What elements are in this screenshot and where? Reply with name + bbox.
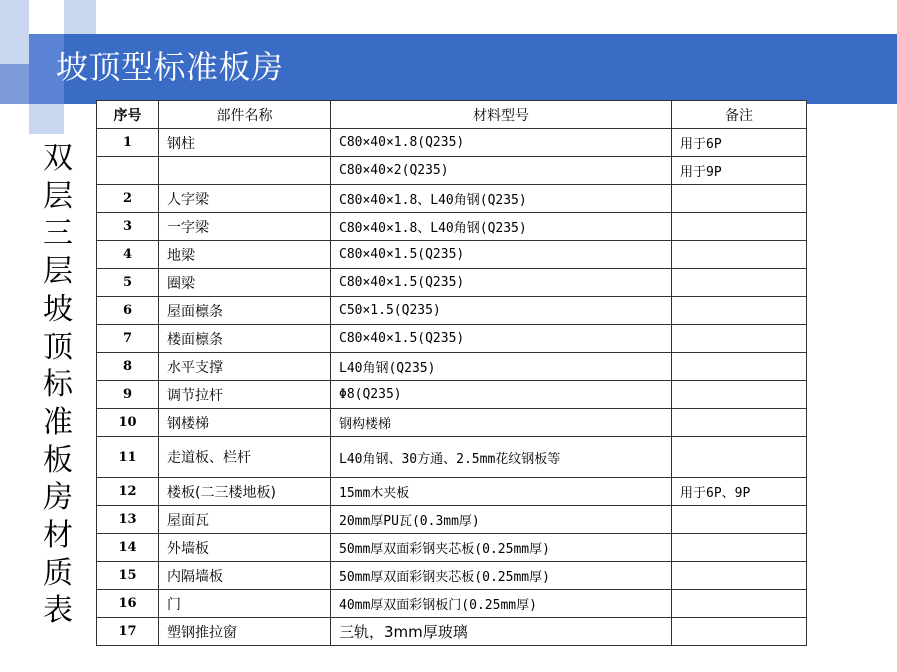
cell-no: 3 <box>97 213 159 241</box>
cell-material: C50×1.5(Q235) <box>331 297 672 325</box>
cell-material: L40角钢、30方通、2.5mm花纹钢板等 <box>331 437 672 478</box>
cell-material: 50mm厚双面彩钢夹芯板(0.25mm厚) <box>331 562 672 590</box>
cell-note <box>672 562 807 590</box>
table-row <box>97 618 807 646</box>
cell-no: 10 <box>97 409 159 437</box>
cell-material: 50mm厚双面彩钢夹芯板(0.25mm厚) <box>331 534 672 562</box>
cell-note <box>672 381 807 409</box>
cell-material: C80×40×1.5(Q235) <box>331 325 672 353</box>
cell-material: 三轨，3mm厚玻璃 <box>331 618 672 646</box>
table-row <box>97 562 807 590</box>
material-table <box>96 100 807 646</box>
cell-part: 楼面檩条 <box>159 325 331 353</box>
header-no: 序号 <box>97 101 159 129</box>
cell-no: 9 <box>97 381 159 409</box>
cell-note: 用于9P <box>672 157 807 185</box>
cell-material: C80×40×1.5(Q235) <box>331 269 672 297</box>
cell-no: 7 <box>97 325 159 353</box>
table-row <box>97 409 807 437</box>
table-row <box>97 213 807 241</box>
cell-note <box>672 297 807 325</box>
cell-part: 内隔墙板 <box>159 562 331 590</box>
cell-material: C80×40×2(Q235) <box>331 157 672 185</box>
vertical-side-title: 双层三层坡顶标准板房材质表 <box>43 141 73 629</box>
decor-square-left <box>0 64 29 104</box>
cell-no: 16 <box>97 590 159 618</box>
cell-no: 12 <box>97 478 159 506</box>
table-row <box>97 381 807 409</box>
cell-no: 2 <box>97 185 159 213</box>
cell-note <box>672 353 807 381</box>
table-row <box>97 325 807 353</box>
table-row <box>97 478 807 506</box>
cell-material: C80×40×1.8(Q235) <box>331 129 672 157</box>
cell-material: Φ8(Q235) <box>331 381 672 409</box>
slide-title: 坡顶型标准板房 <box>56 48 284 86</box>
cell-material: 20mm厚PU瓦(0.3mm厚) <box>331 506 672 534</box>
cell-note <box>672 325 807 353</box>
cell-note <box>672 269 807 297</box>
cell-no: 1 <box>97 129 159 157</box>
cell-part: 屋面瓦 <box>159 506 331 534</box>
cell-no: 13 <box>97 506 159 534</box>
cell-no: 14 <box>97 534 159 562</box>
table-row <box>97 185 807 213</box>
cell-part: 屋面檩条 <box>159 297 331 325</box>
table-row <box>97 590 807 618</box>
cell-part: 外墙板 <box>159 534 331 562</box>
cell-note <box>672 213 807 241</box>
cell-material: C80×40×1.8、L40角钢(Q235) <box>331 213 672 241</box>
table-row <box>97 534 807 562</box>
cell-part: 钢柱 <box>159 129 331 157</box>
cell-part: 水平支撑 <box>159 353 331 381</box>
table-row <box>97 353 807 381</box>
cell-material: L40角钢(Q235) <box>331 353 672 381</box>
table-row <box>97 241 807 269</box>
cell-note <box>672 618 807 646</box>
table-row <box>97 437 807 478</box>
decor-square-top-left <box>0 0 29 64</box>
table-row <box>97 129 807 157</box>
cell-material: C80×40×1.5(Q235) <box>331 241 672 269</box>
table-row <box>97 269 807 297</box>
cell-part: 门 <box>159 590 331 618</box>
cell-part: 地梁 <box>159 241 331 269</box>
header-part-name: 部件名称 <box>159 101 331 129</box>
table-row <box>97 157 807 185</box>
cell-part <box>159 157 331 185</box>
cell-no: 6 <box>97 297 159 325</box>
cell-no <box>97 157 159 185</box>
cell-no: 11 <box>97 437 159 478</box>
cell-note <box>672 534 807 562</box>
header-material: 材料型号 <box>331 101 672 129</box>
cell-note <box>672 241 807 269</box>
cell-no: 17 <box>97 618 159 646</box>
table-row <box>97 297 807 325</box>
cell-part: 圈梁 <box>159 269 331 297</box>
cell-note: 用于6P <box>672 129 807 157</box>
cell-note <box>672 590 807 618</box>
table-header-row <box>97 101 807 129</box>
cell-no: 5 <box>97 269 159 297</box>
decor-square-top <box>64 0 96 38</box>
cell-material: 15mm木夹板 <box>331 478 672 506</box>
cell-note <box>672 185 807 213</box>
cell-note: 用于6P、9P <box>672 478 807 506</box>
decor-square-lower <box>29 104 64 134</box>
cell-note <box>672 437 807 478</box>
cell-part: 钢楼梯 <box>159 409 331 437</box>
cell-material: 钢构楼梯 <box>331 409 672 437</box>
cell-no: 8 <box>97 353 159 381</box>
cell-note <box>672 409 807 437</box>
cell-part: 楼板(二三楼地板) <box>159 478 331 506</box>
cell-part: 塑钢推拉窗 <box>159 618 331 646</box>
cell-note <box>672 506 807 534</box>
table-row <box>97 506 807 534</box>
cell-no: 4 <box>97 241 159 269</box>
cell-part: 人字梁 <box>159 185 331 213</box>
header-note: 备注 <box>672 101 807 129</box>
cell-part: 调节拉杆 <box>159 381 331 409</box>
cell-material: 40mm厚双面彩钢板门(0.25mm厚) <box>331 590 672 618</box>
cell-part: 走道板、栏杆 <box>159 437 331 478</box>
cell-part: 一字梁 <box>159 213 331 241</box>
cell-no: 15 <box>97 562 159 590</box>
cell-material: C80×40×1.8、L40角钢(Q235) <box>331 185 672 213</box>
